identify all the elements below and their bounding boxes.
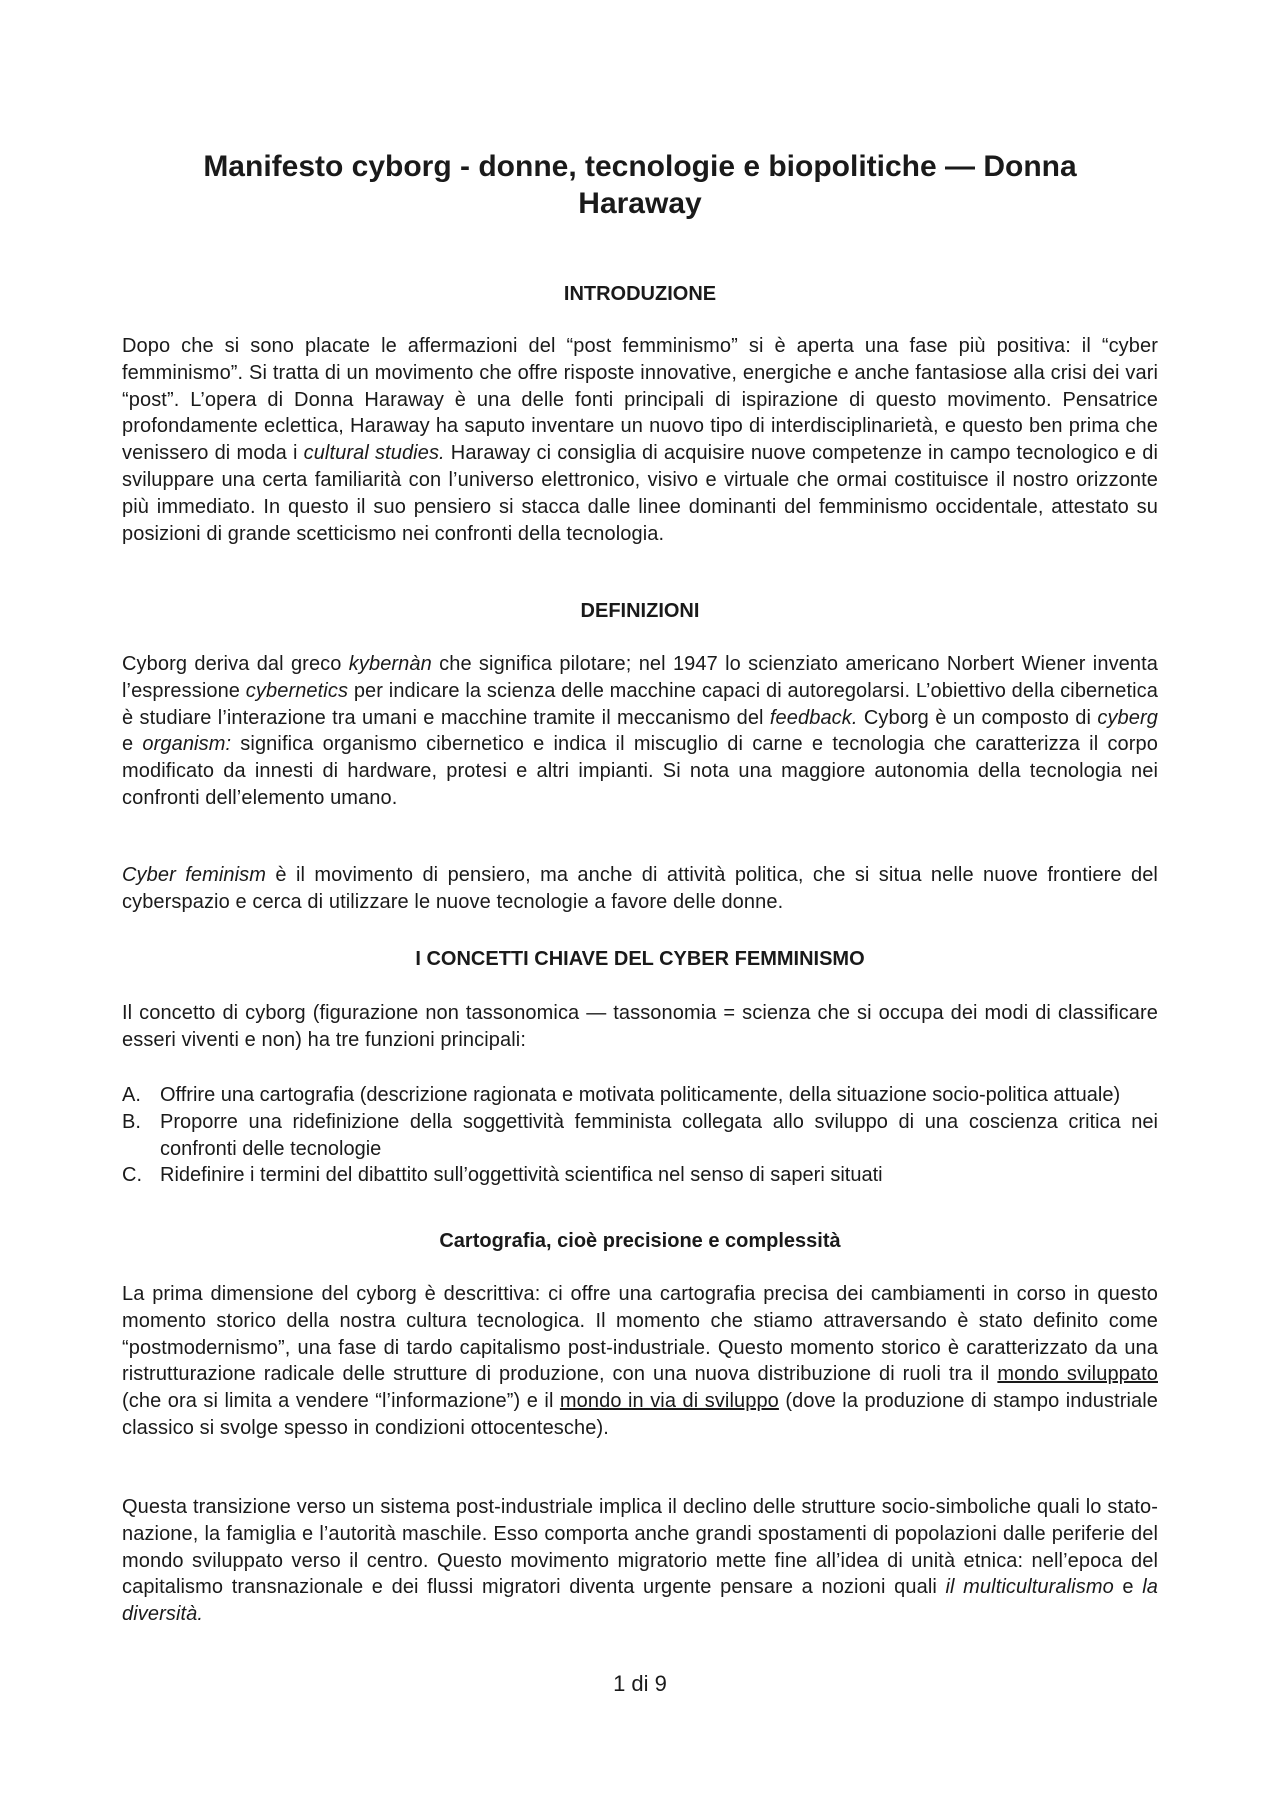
- list-item-text: Ridefinire i termini del dibattito sull’oggettività scientifica nel senso di saperi situati: [160, 1164, 883, 1187]
- list-item: [122, 1082, 1158, 1109]
- underlined-text: mondo sviluppato: [997, 1363, 1158, 1386]
- text-run: (che ora si limita a vendere “l’informazione”) e il: [122, 1390, 560, 1413]
- heading-definizioni: DEFINIZIONI: [580, 600, 700, 622]
- underlined-text: mondo in via di sviluppo: [559, 1390, 779, 1413]
- document-title: Manifesto cyborg - donne, tecnologie e biopolitiche — Donna Haraway: [203, 150, 1077, 220]
- paragraph-cartografia-2: [122, 1494, 1158, 1628]
- text-run: Dopo che si sono placate le affermazioni del “post femminismo” si è aperta una fase più positiva: il “cyber femminismo”. Si tratta di un movimento che offre risposte innovative, energiche e anche fantasiose alla crisi dei vari “post”. L’opera di Donna Haraway è una delle fonti principali di ispirazione di questo movimento. Pensatrice profondamente eclettica, Haraway ha saputo inventare un nuovo tipo di interdisciplinarietà, e questo ben prima che venissero di moda i: [122, 335, 1158, 465]
- list-item-text: Offrire una cartografia (descrizione ragionata e motivata politicamente, della situazione socio-politica attuale): [160, 1084, 1121, 1106]
- italic-text: feedback.: [769, 706, 858, 729]
- text-run: è il movimento di pensiero, ma anche di attività politica, che si situa nelle nuove frontiere del cyberspazio e cerca di utilizzare le nuove tecnologie a favore delle donne.: [122, 864, 1158, 913]
- italic-text: cultural studies.: [303, 442, 445, 465]
- italic-text: kybernàn: [348, 653, 432, 675]
- list-marker: C.: [122, 1164, 142, 1187]
- text-run: (dove la produzione di stampo industriale classico si svolge spesso in condizioni ottocentesche).: [122, 1390, 1158, 1439]
- page-number: 1 di 9: [613, 1671, 667, 1696]
- heading-introduzione: INTRODUZIONE: [563, 283, 717, 305]
- italic-text: cyberg: [1097, 706, 1158, 729]
- text-run: e: [1113, 1576, 1143, 1599]
- heading-cartografia: Cartografia, cioè precisione e complessità: [439, 1230, 841, 1252]
- italic-text: Cyber feminism: [122, 864, 267, 886]
- text-run: La prima dimensione del cyborg è descrittiva: ci offre una cartografia precisa dei cambiamenti in corso in questo momento storico della nostra cultura tecnologica. Il momento che stiamo attraversando è stato definito come “postmodernismo”, una fase di tardo capitalismo post-industriale. Questo momento storico è caratterizzato da una ristrutturazione radicale delle strutture di produzione, con una nuova distribuzione di ruoli tra il: [122, 1283, 1158, 1386]
- paragraph-cartografia-1: [122, 1281, 1158, 1442]
- italic-text: il multiculturalismo: [945, 1576, 1114, 1599]
- list-item-text: Proporre una ridefinizione della soggettività femminista collegata allo sviluppo di una coscienza critica nei confronti delle tecnologie: [160, 1110, 1158, 1160]
- paragraph-definizioni-1: [122, 651, 1158, 812]
- italic-text: cybernetics: [245, 679, 349, 702]
- heading-concetti-chiave: I CONCETTI CHIAVE DEL CYBER FEMMINISMO: [415, 948, 865, 970]
- list-marker: B.: [122, 1110, 141, 1133]
- text-run: Questa transizione verso un sistema post-industriale implica il declino delle strutture socio-simboliche quali lo stato-nazione, la famiglia e l’autorità maschile. Esso comporta anche grandi spostamenti di popolazioni dalle periferie del mondo sviluppato verso il centro. Questo movimento migratorio mette fine all’idea di unità etnica: nell’epoca del capitalismo transnazionale e dei flussi migratori diventa urgente pensare a nozioni quali: [122, 1496, 1158, 1599]
- list-marker: A.: [122, 1084, 141, 1106]
- text-run: e: [122, 733, 143, 756]
- paragraph-introduzione: [122, 333, 1158, 547]
- text-run: per indicare la scienza delle macchine capaci di autoregolarsi. L’obiettivo della cibernetica è studiare l’interazione tra umani e macchine tramite il meccanismo del: [122, 679, 1159, 729]
- italic-text: organism:: [142, 733, 232, 756]
- paragraph-concetti: Il concetto di cyborg (figurazione non tassonomica — tassonomia = scienza che si occupa dei modi di classificare esseri viventi e non) ha tre funzioni principali:: [122, 1002, 1158, 1051]
- text-run: Cyborg è un composto di: [857, 706, 1098, 729]
- paragraph-definizioni-2: [122, 862, 1158, 916]
- text-run: Cyborg deriva dal greco: [122, 653, 349, 675]
- text-run: che significa pilotare; nel 1947 lo scienziato americano Norbert Wiener inventa l’espressione: [122, 653, 1158, 702]
- list-item: [122, 1109, 1158, 1163]
- text-run: Haraway ci consiglia di acquisire nuove competenze in campo tecnologico e di sviluppare una certa familiarità con l’universo elettronico, visivo e virtuale che ormai costituisce il nostro orizzonte più immediato. In questo il suo pensiero si stacca dalle linee dominanti del femminismo occidentale, attestato su posizioni di grande scetticismo nei confronti della tecnologia.: [122, 442, 1158, 545]
- italic-text: la diversità.: [122, 1576, 1158, 1626]
- list-item: [122, 1162, 1158, 1189]
- text-run: significa organismo cibernetico e indica il miscuglio di carne e tecnologia che caratterizza il corpo modificato da innesti di hardware, protesi e altri impianti. Si nota una maggiore autonomia della tecnologia nei confronti dell’elemento umano.: [122, 733, 1158, 809]
- functions-list: [122, 1082, 1158, 1189]
